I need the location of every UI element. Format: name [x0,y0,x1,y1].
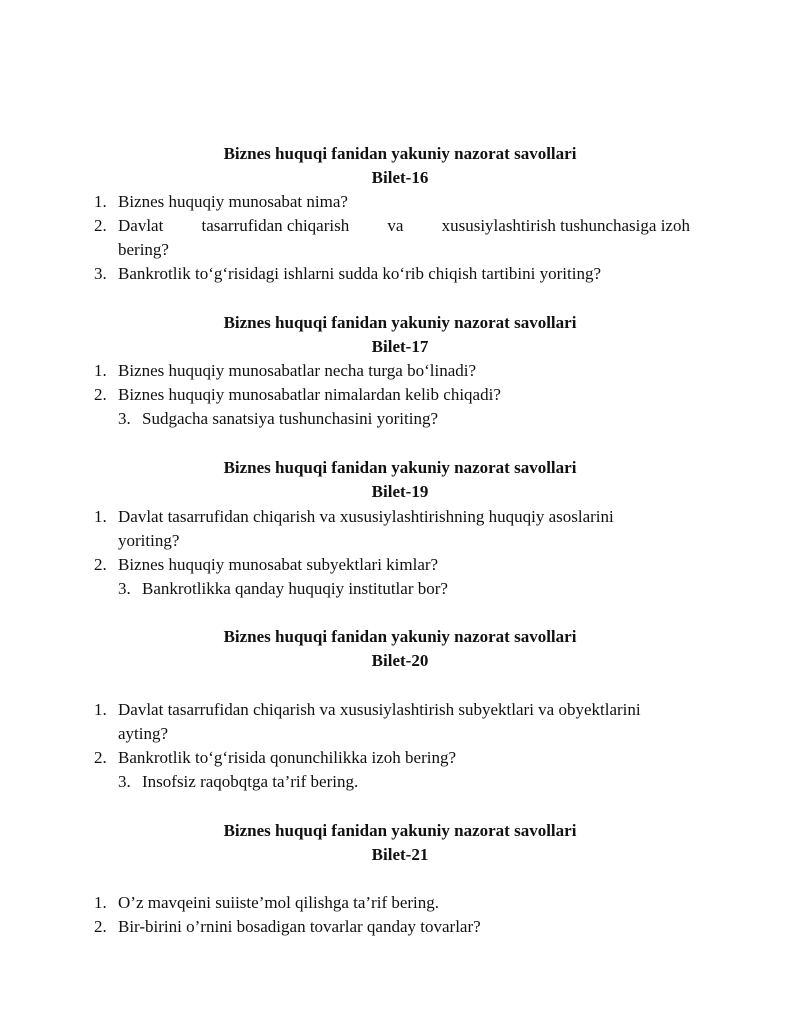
ticket-bilet-19 [0,456,800,504]
question-text: O’z mavqeini suiiste’mol qilishga ta’rif bering. [118,893,440,912]
ticket-title: Biznes huquqi fanidan yakuniy nazorat savollari [223,458,577,477]
ticket-title: Biznes huquqi fanidan yakuniy nazorat savollari [223,144,577,163]
ticket-number: Bilet-17 [371,337,429,356]
ticket-bilet-17 [0,311,800,359]
question-text: ayting? [118,724,169,743]
question-number: 1. [94,507,107,526]
question-text: Bir-birini o’rnini bosadigan tovarlar qanday tovarlar? [118,917,481,936]
question-text: Bankrotlik to‘g‘risida qonunchilikka izoh bering? [118,748,457,767]
ticket-bilet-21 [0,819,800,867]
ticket-bilet-20 [0,625,800,673]
question-text: Biznes huquqiy munosabat subyektlari kimlar? [118,555,439,574]
question-text: Biznes huquqiy munosabatlar nimalardan kelib chiqadi? [118,385,501,404]
question-number: 3. [118,579,131,598]
question-text: yoriting? [118,531,180,550]
question-number: 3. [118,772,131,791]
question-number: 1. [94,893,107,912]
question-text: Bankrotlikka qanday huquqiy institutlar bor? [142,579,448,598]
question-text: Bankrotlik to‘g‘risidagi ishlarni sudda ko‘rib chiqish tartibini yoriting? [118,264,602,283]
ticket-title: Biznes huquqi fanidan yakuniy nazorat savollari [223,627,577,646]
question-number: 1. [94,192,107,211]
question-number: 2. [94,555,107,574]
question-text: Biznes huquqiy munosabatlar necha turga bo‘linadi? [118,361,477,380]
question-text: Davlat tasarrufidan chiqarish va xususiylashtirish subyektlari va obyektlarini [118,700,641,719]
question-number: 2. [94,216,107,235]
question-number: 3. [94,264,107,283]
question-number: 2. [94,748,107,767]
question-number: 1. [94,361,107,380]
word: va [387,216,404,235]
question-number: 2. [94,917,107,936]
question-text-justified [118,214,690,238]
ticket-title: Biznes huquqi fanidan yakuniy nazorat savollari [223,821,577,840]
word: tasarrufidan chiqarish [201,216,350,235]
word: Davlat [118,216,164,235]
question-number: 2. [94,385,107,404]
ticket-bilet-16 [0,142,800,190]
word: xususiylashtirish tushunchasiga izoh [441,216,690,235]
question-text: Sudgacha sanatsiya tushunchasini yoriting? [142,409,439,428]
question-number: 1. [94,700,107,719]
ticket-number: Bilet-20 [371,651,429,670]
question-text: Insofsiz raqobqtga ta’rif bering. [142,772,359,791]
question-number: 3. [118,409,131,428]
ticket-number: Bilet-21 [371,845,429,864]
ticket-number: Bilet-19 [371,482,429,501]
question-text: Biznes huquqiy munosabat nima? [118,192,348,211]
question-text: bering? [118,240,169,259]
question-text: Davlat tasarrufidan chiqarish va xususiylashtirishning huquqiy asoslarini [118,507,614,526]
ticket-title: Biznes huquqi fanidan yakuniy nazorat savollari [223,313,577,332]
ticket-number: Bilet-16 [371,168,429,187]
